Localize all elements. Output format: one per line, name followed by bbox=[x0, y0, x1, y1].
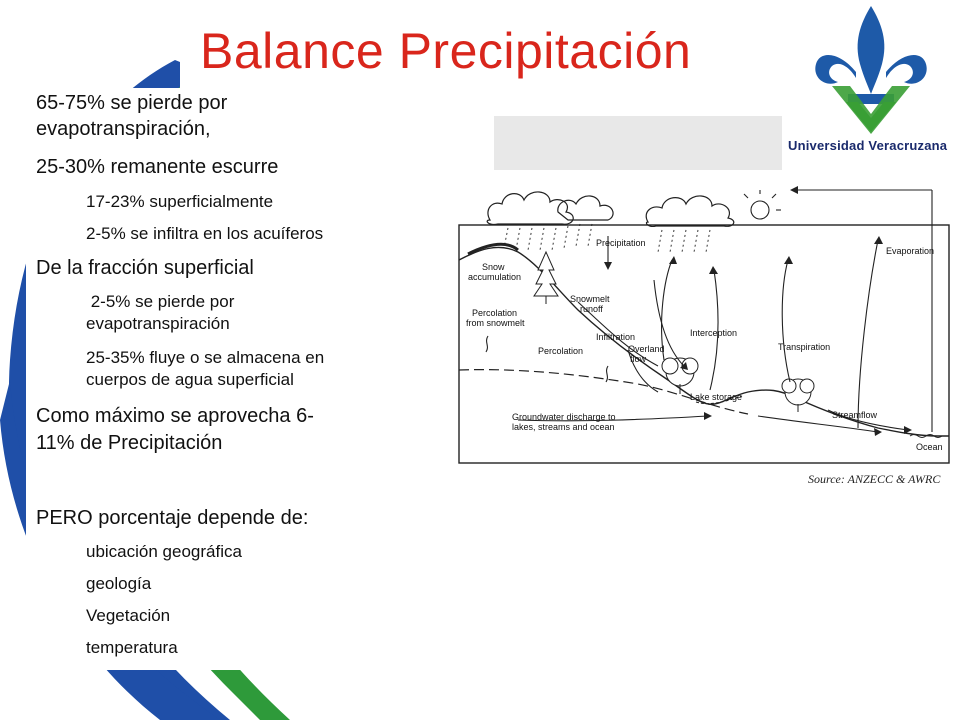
label-percolation-snow: Percolation bbox=[472, 308, 518, 318]
cloud-icon bbox=[487, 192, 613, 224]
bullet-text: PERO porcentaje depende de: bbox=[36, 507, 309, 529]
sub-bullet-text: ubicación geográfica bbox=[86, 542, 242, 561]
sun-icon bbox=[744, 190, 781, 219]
label-groundwater: Groundwater discharge to bbox=[512, 412, 616, 422]
label-transpiration: Transpiration bbox=[778, 342, 831, 352]
sub-bullet-text: 2-5% se pierde por bbox=[86, 292, 235, 311]
sub-bullet-text: 17-23% superficialmente bbox=[86, 192, 274, 211]
logo-text: Universidad Veracruzana bbox=[788, 138, 948, 153]
sub-bullet-text: temperatura bbox=[86, 638, 178, 657]
label-infiltration: Infiltration bbox=[596, 332, 636, 342]
sub-bullet-text: Vegetación bbox=[86, 606, 171, 625]
sub-bullet-text: geología bbox=[86, 574, 152, 593]
label-from-snowmelt: from snowmelt bbox=[466, 318, 525, 328]
terrain-line bbox=[459, 247, 949, 436]
label-percolation: Percolation bbox=[538, 346, 584, 356]
gray-placeholder-box bbox=[494, 116, 782, 170]
label-ocean: Ocean bbox=[916, 442, 943, 452]
pine-tree-icon bbox=[534, 252, 558, 304]
bullet-text: Como máximo se aprovecha 6- bbox=[36, 405, 314, 427]
sub-bullet-text: cuerpos de agua superficial bbox=[86, 370, 294, 389]
tree-icon bbox=[662, 358, 698, 394]
label-groundwater-2: lakes, streams and ocean bbox=[512, 422, 615, 432]
cloud-icon bbox=[646, 196, 734, 226]
sub-bullet-text: 2-5% se infiltra en los acuíferos bbox=[86, 224, 324, 243]
bullet-text: De la fracción superficial bbox=[36, 257, 254, 279]
label-accumulation: accumulation bbox=[468, 272, 522, 282]
label-flow: flow bbox=[630, 354, 647, 364]
label-evaporation: Evaporation bbox=[886, 246, 935, 256]
label-precipitation: Precipitation bbox=[596, 238, 646, 248]
arrowheads bbox=[604, 186, 912, 436]
fleur-de-lis-icon bbox=[810, 2, 932, 134]
water-cycle-diagram bbox=[458, 170, 960, 490]
tree-icon bbox=[782, 379, 814, 412]
label-interception: Interception bbox=[690, 328, 738, 338]
label-overland: Overland bbox=[628, 344, 665, 354]
bullet-text: 65-75% se pierde por bbox=[36, 92, 228, 114]
bullet-text: 25-30% remanente escurre bbox=[36, 156, 279, 178]
sub-bullet-text: evapotranspiración bbox=[86, 314, 230, 333]
bullet-text: evapotranspiración, bbox=[36, 118, 211, 140]
bullet-text: 11% de Precipitación bbox=[36, 432, 223, 454]
label-snow: Snow bbox=[482, 262, 505, 272]
label-streamflow: Streamflow bbox=[832, 410, 878, 420]
diagram-source: Source: ANZECC & AWRC bbox=[808, 472, 941, 486]
label-snowmelt: Snowmelt bbox=[570, 294, 610, 304]
label-runoff: runoff bbox=[580, 304, 603, 314]
university-logo bbox=[782, 0, 960, 162]
slide-title: Balance Precipitación bbox=[200, 23, 692, 79]
label-lake-storage: Lake storage bbox=[690, 392, 743, 402]
sub-bullet-text: 25-35% fluye o se almacena en bbox=[86, 348, 325, 367]
